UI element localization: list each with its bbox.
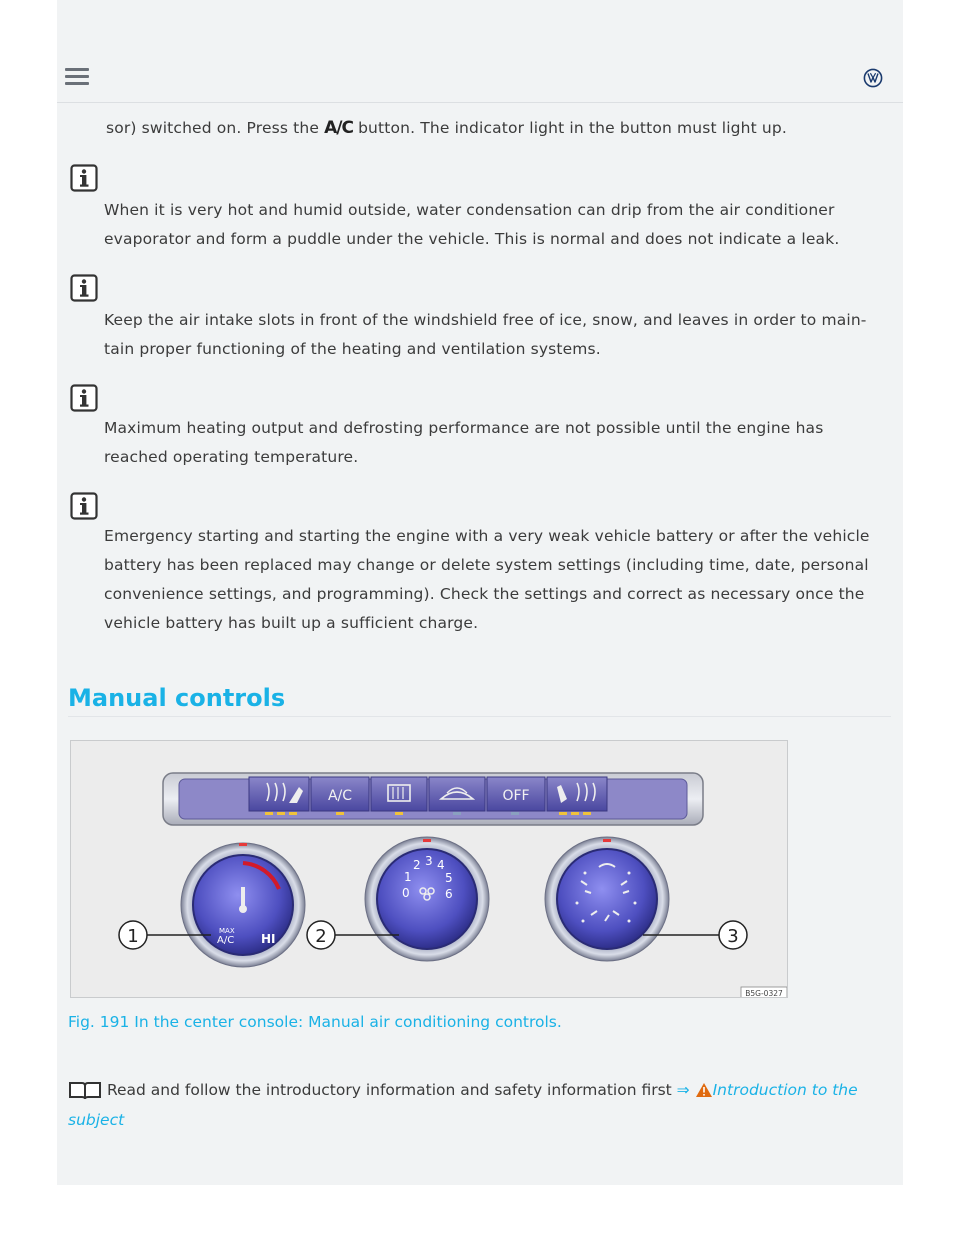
info-icon	[70, 384, 98, 412]
temperature-dial	[181, 843, 305, 967]
fan-level-3: 3	[425, 854, 433, 868]
note-line: battery has been replaced may change or delete system settings (including time, date, personal	[104, 556, 869, 574]
recirculation-button	[429, 777, 485, 811]
arrow-icon: ⇒	[676, 1081, 690, 1099]
ac-button-label: A/C	[327, 788, 353, 804]
fan-level-6: 6	[445, 887, 453, 901]
intro-paragraph	[106, 114, 787, 143]
ac-button	[311, 777, 369, 811]
off-button-label: OFF	[502, 788, 530, 804]
note-line: evaporator and form a puddle under the vehicle. This is normal and does not indicate a leak.	[104, 230, 840, 248]
seat-heat-left-button	[249, 777, 309, 811]
seat-heat-right-button	[547, 777, 607, 811]
callout-1-label: 1	[127, 926, 139, 947]
figure-manual-ac-controls	[70, 740, 788, 998]
figure-code: B5G-0327	[745, 989, 783, 998]
rear-defrost-button	[371, 777, 427, 811]
fan-speed-dial	[365, 837, 489, 961]
note-1-text	[104, 196, 839, 254]
vw-logo-icon[interactable]	[863, 68, 883, 88]
note-line: When it is very hot and humid outside, water condensation can drip from the air conditioner	[104, 201, 835, 219]
hamburger-menu-icon[interactable]	[65, 68, 89, 86]
intro-text-before: sor) switched on. Press the	[106, 119, 320, 137]
note-line: vehicle battery has built up a sufficient charge.	[104, 614, 479, 632]
book-icon	[68, 1079, 102, 1101]
note-2-text	[104, 306, 867, 364]
fan-level-0: 0	[402, 886, 410, 900]
warning-triangle-icon	[695, 1082, 713, 1098]
callout-3-label: 3	[727, 926, 739, 947]
note-line: tain proper functioning of the heating and ventilation systems.	[104, 340, 601, 358]
info-icon	[70, 492, 98, 520]
introduction-link[interactable]: Introduction to the subject	[68, 1081, 858, 1129]
top-bar	[57, 0, 903, 103]
read-note-text: Read and follow the introductory information and safety information first	[106, 1081, 672, 1099]
fan-level-2: 2	[413, 858, 421, 872]
callout-2-label: 2	[315, 926, 327, 947]
note-line: Maximum heating output and defrosting performance are not possible until the engine has	[104, 419, 824, 437]
intro-text-after: button. The indicator light in the button must light up.	[358, 119, 787, 137]
fan-level-4: 4	[437, 858, 445, 872]
info-icon	[70, 164, 98, 192]
note-3-text	[104, 414, 823, 472]
air-distribution-dial	[545, 837, 669, 961]
note-line: convenience settings, and programming). Check the settings and correct as necessary once the	[104, 585, 865, 603]
fan-level-5: 5	[445, 871, 453, 885]
dial-hi-label: HI	[261, 932, 276, 946]
fan-level-1: 1	[404, 870, 412, 884]
ac-button-icon: A/C	[324, 118, 353, 138]
note-line: Emergency starting and starting the engine with a very weak vehicle battery or after the vehicle	[104, 527, 870, 545]
off-button	[487, 777, 545, 811]
dial-ac-label: A/C	[217, 935, 235, 946]
section-title: Manual controls	[68, 684, 286, 712]
section-divider	[68, 716, 891, 717]
dial-max-label: MAX	[219, 927, 235, 935]
figure-caption: Fig. 191 In the center console: Manual air conditioning controls.	[68, 1013, 562, 1031]
info-icon	[70, 274, 98, 302]
note-4-text	[104, 522, 870, 638]
read-note	[68, 1075, 888, 1135]
note-line: reached operating temperature.	[104, 448, 359, 466]
note-line: Keep the air intake slots in front of the windshield free of ice, snow, and leaves in order to main-	[104, 311, 867, 329]
ac-controls-illustration	[71, 741, 788, 998]
